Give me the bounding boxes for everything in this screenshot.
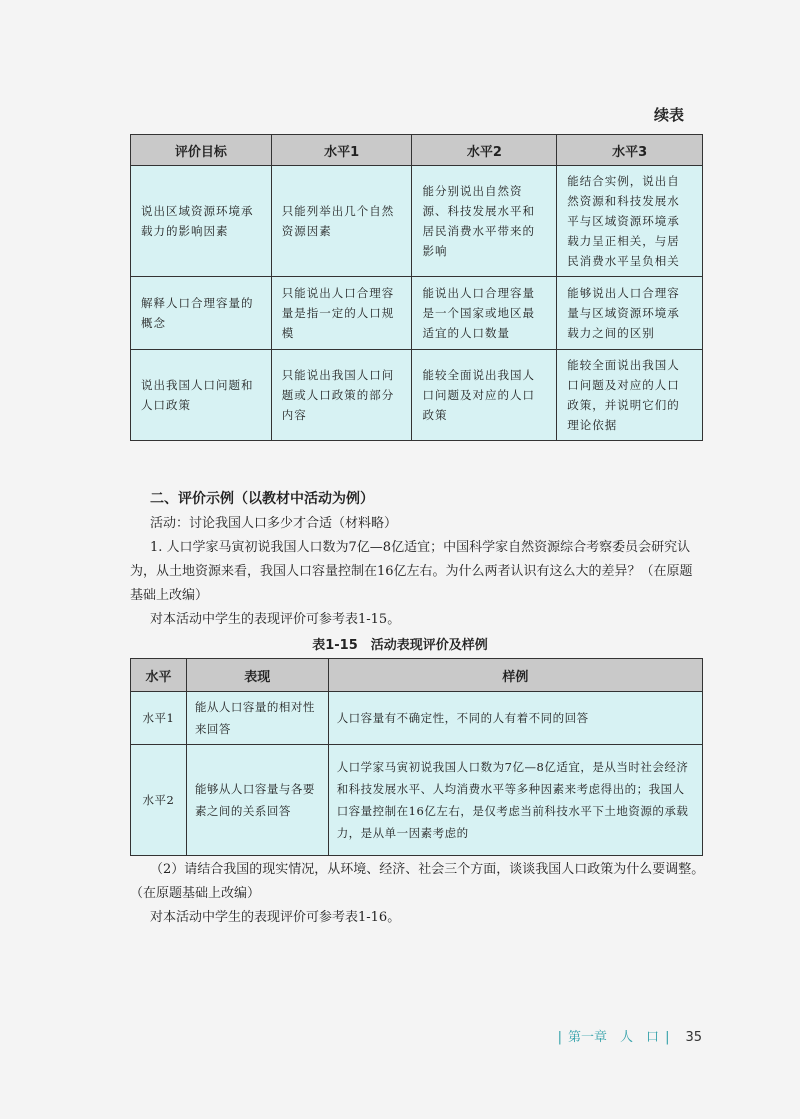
table-cell: 能分别说出自然资源、科技发展水平和居民消费水平带来的影响 (412, 166, 557, 277)
table-row (131, 166, 703, 277)
table-cell: 说出区域资源环境承载力的影响因素 (131, 166, 272, 277)
table-cell: 只能说出人口合理容量是指一定的人口规模 (271, 277, 412, 350)
table-cell: 说出我国人口问题和人口政策 (131, 350, 272, 441)
table-cell: 能说出人口合理容量是一个国家或地区最适宜的人口数量 (412, 277, 557, 350)
table-header-cell: 水平3 (557, 135, 703, 166)
table-cell: 能够从人口容量与各要素之间的关系回答 (186, 745, 328, 856)
table-header-cell: 评价目标 (131, 135, 272, 166)
table-cell: 能较全面说出我国人口问题及对应的人口政策，并说明它们的理论依据 (557, 350, 703, 441)
footer-chapter: 第一章 人 口 (568, 1030, 660, 1045)
table-cell: 能较全面说出我国人口问题及对应的人口政策 (412, 350, 557, 441)
table-header-cell: 水平2 (412, 135, 557, 166)
table-cell: 人口学家马寅初说我国人口数为7亿—8亿适宜，是从当时社会经济和科技发展水平、人均消费水平等多种因素来考虑得出的；我国人口容量控制在16亿左右，是仅考虑当前科技水平下土地资源的承载力，是从单一因素考虑的 (328, 745, 702, 856)
table-cell: 能结合实例，说出自然资源和科技发展水平与区域资源环境承载力呈正相关，与居民消费水平呈负相关 (557, 166, 703, 277)
continued-table-label: 续表 (653, 106, 684, 124)
table-header-cell: 水平 (131, 659, 187, 692)
footer-divider: | (665, 1030, 670, 1045)
table-cell: 只能说出我国人口问题或人口政策的部分内容 (271, 350, 412, 441)
table-row (131, 745, 703, 856)
question-2-paragraph: （2）请结合我国的现实情况，从环境、经济、社会三个方面，谈谈我国人口政策为什么要调整。（在原题基础上改编） (130, 862, 705, 901)
table-header-cell: 表现 (186, 659, 328, 692)
evaluation-goals-table (130, 134, 703, 441)
table-row (131, 692, 703, 745)
table-header-cell: 水平1 (271, 135, 412, 166)
table-cell: 水平2 (131, 745, 187, 856)
table-header-row (131, 135, 703, 166)
page-number: 35 (685, 1030, 702, 1045)
table-row (131, 350, 703, 441)
activity-performance-table (130, 658, 703, 856)
reference-paragraph-2: 对本活动中学生的表现评价可参考表1-16。 (150, 910, 401, 925)
table-cell: 能够说出人口合理容量与区域资源环境承载力之间的区别 (557, 277, 703, 350)
activity-paragraph: 活动：讨论我国人口多少才合适（材料略） (150, 516, 398, 531)
table-cell: 能从人口容量的相对性来回答 (186, 692, 328, 745)
table-row (131, 277, 703, 350)
table-cell: 水平1 (131, 692, 187, 745)
table-cell: 解释人口合理容量的概念 (131, 277, 272, 350)
table-cell: 只能列举出几个自然资源因素 (271, 166, 412, 277)
table-caption: 表1-15 活动表现评价及样例 (312, 638, 488, 653)
section-title: 二、评价示例（以教材中活动为例） (150, 491, 374, 507)
table-header-row (131, 659, 703, 692)
table-cell: 人口容量有不确定性，不同的人有着不同的回答 (328, 692, 702, 745)
page-footer (552, 1026, 702, 1045)
table-header-cell: 样例 (328, 659, 702, 692)
question-1-paragraph: 1. 人口学家马寅初说我国人口数为7亿—8亿适宜；中国科学家自然资源综合考察委员会研究认为，从土地资源来看，我国人口容量控制在16亿左右。为什么两者认识有这么大的差异？（在原题基础上改编） (130, 540, 693, 603)
footer-divider: | (557, 1030, 563, 1045)
reference-paragraph-1: 对本活动中学生的表现评价可参考表1-15。 (150, 612, 401, 627)
